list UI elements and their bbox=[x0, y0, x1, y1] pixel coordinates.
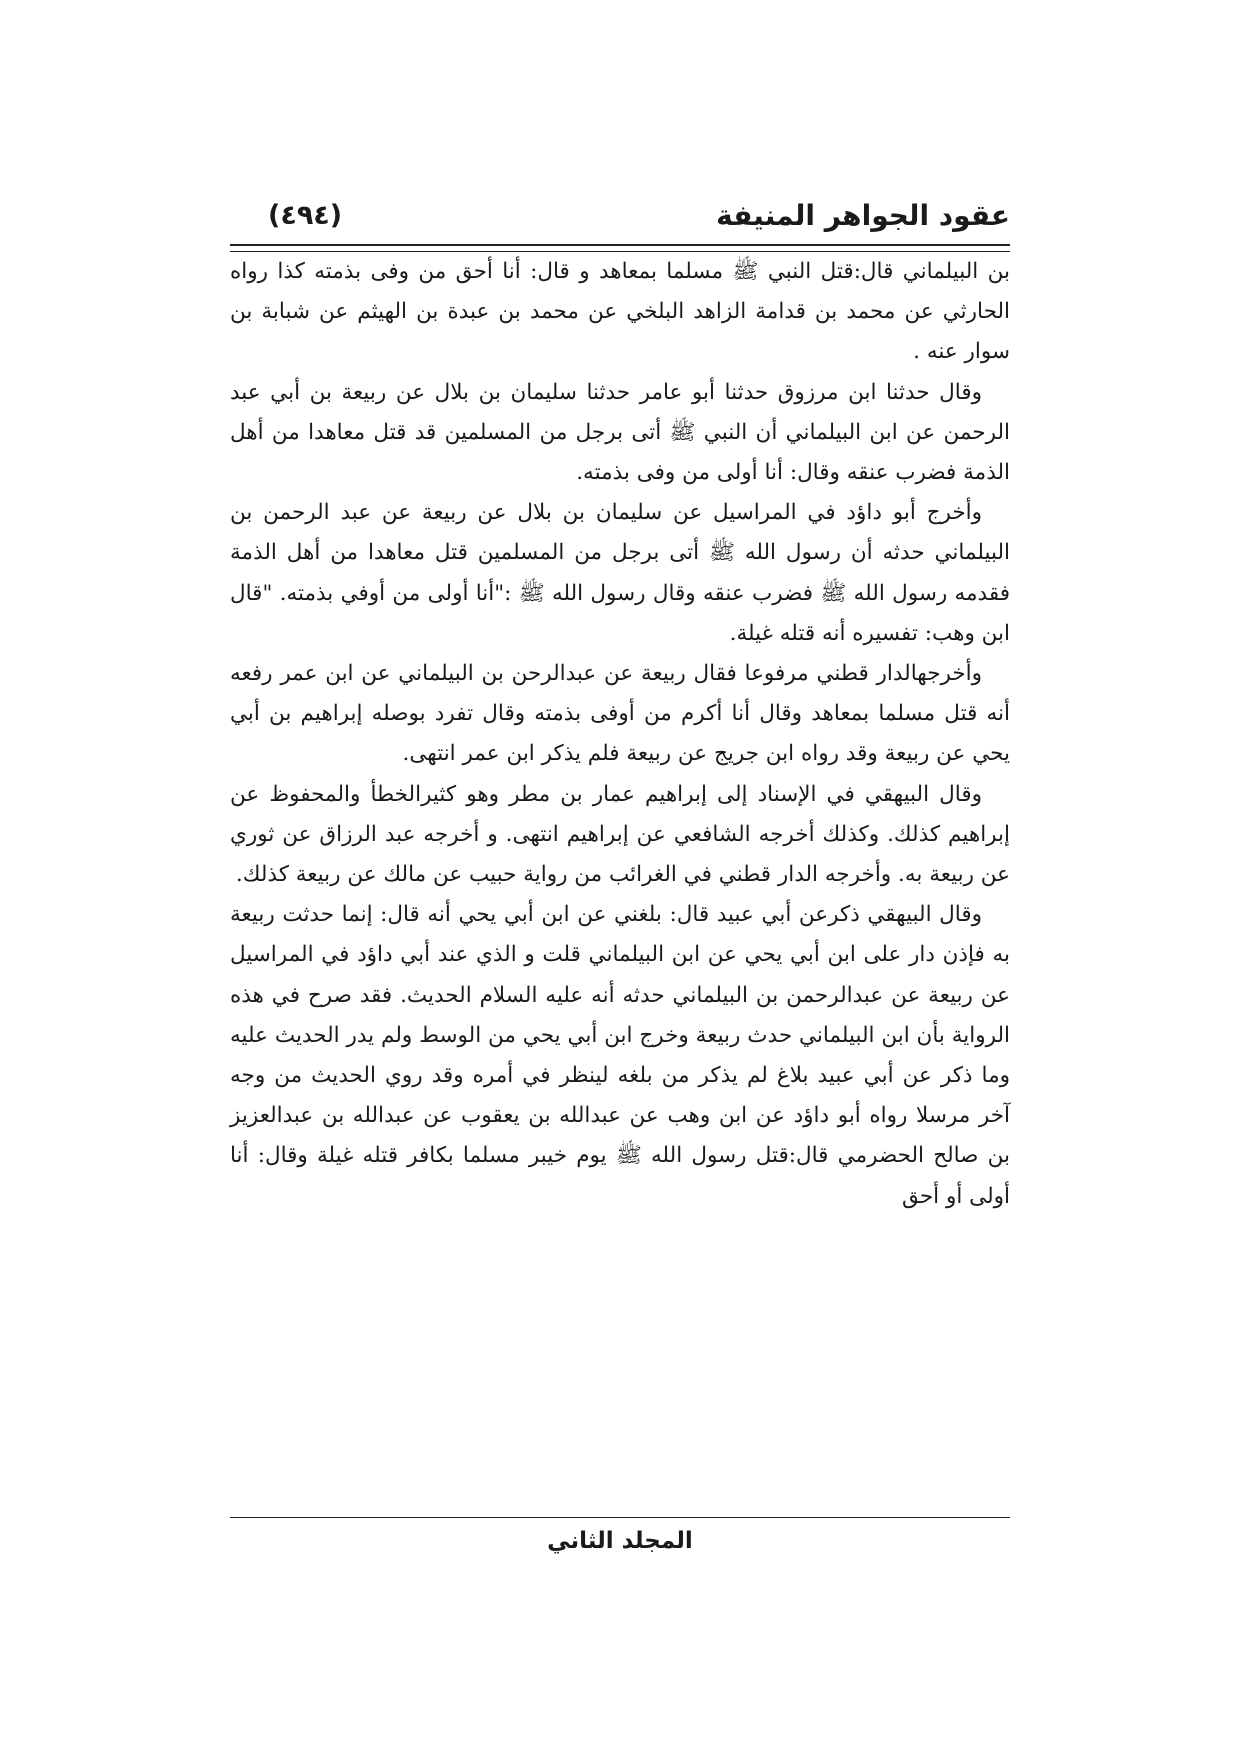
header-divider bbox=[230, 244, 1010, 252]
page-header bbox=[230, 190, 1010, 240]
book-title: عقود الجواهر المنيفة bbox=[716, 198, 1010, 232]
paragraph-2: وقال حدثنا ابن مرزوق حدثنا أبو عامر حدثنا سليمان بن بلال عن ربيعة بن أبي عبد الرحمن عن ابن البيلماني أن النبي ﷺ أتى برجل من المسلمين قد قتل معاهدا من أهل الذمة فضرب عنقه وقال: أنا أولى من وفى بذمته. bbox=[230, 379, 1010, 486]
page-number: (٤٩٤) bbox=[268, 199, 343, 231]
paragraph-4: وأخرجهالدار قطني مرفوعا فقال ربيعة عن عبدالرحن بن البيلماني عن ابن عمر رفعه أنه قتل مسلما بمعاهد وقال أنا أكرم من أوفى بذمته وقال تفرد بوصله إبراهيم بن أبي يحي عن ربيعة وقد رواه ابن جريج عن ربيعة فلم يذكر ابن عمر انتهى. bbox=[230, 661, 1010, 767]
volume-label: المجلد الثاني bbox=[547, 1528, 693, 1554]
footer-divider bbox=[230, 1517, 1010, 1518]
paragraph-1: بن البيلماني قال:قتل النبي ﷺ مسلما بمعاهد و قال: أنا أحق من وفى بذمته كذا رواه الحارثي عن محمد بن قدامة الزاهد البلخي عن محمد بن عبدة بن الهيثم عن شبابة بن سوار عنه . bbox=[230, 259, 1010, 365]
paragraph-5: وقال البيهقي في الإسناد إلى إبراهيم عمار بن مطر وهو كثيرالخطأ والمحفوظ عن إبراهيم كذلك. وكذلك أخرجه الشافعي عن إبراهيم انتهى. و أخرجه عبد الرزاق عن ثوري عن ربيعة به. وأخرجه الدار قطني في الغرائب من رواية حبيب عن مالك عن ربيعة كذلك. bbox=[230, 781, 1010, 888]
body-text bbox=[230, 252, 1010, 1217]
paragraph-3: وأخرج أبو داؤد في المراسيل عن سليمان بن بلال عن ربيعة عن عبد الرحمن بن البيلماني حدثه أن رسول الله ﷺ أتى برجل من المسلمين قتل معاهدا من أهل الذمة فقدمه رسول الله ﷺ فضرب عنقه وقال رسول الله ﷺ :"أنا أولى من أوفي بذمته. "قال ابن وهب: تفسيره أنه قتله غيلة. bbox=[230, 500, 1010, 646]
paragraph-6: وقال البيهقي ذكرعن أبي عبيد قال: بلغني عن ابن أبي يحي أنه قال: إنما حدثت ربيعة به فإذن دار على ابن أبي يحي عن ابن البيلماني قلت و الذي عند أبي داؤد في المراسيل عن ربيعة عن عبدالرحمن بن البيلماني حدثه أنه عليه السلام الحديث. فقد صرح في هذه الرواية بأن ابن البيلماني حدث ربيعة وخرج ابن أبي يحي من الوسط ولم يدر الحديث عليه وما ذكر عن أبي عبيد بلاغ لم يذكر من بلغه لينظر في أمره وقد روي الحديث من وجه آخر مرسلا رواه أبو داؤد عن ابن وهب عن عبدالله بن يعقوب عن عبدالله بن عبدالعزيز بن صالح الحضرمي قال:قتل رسول الله ﷺ يوم خيبر مسلما بكافر قتله غيلة وقال: أنا أولى أو أحق bbox=[230, 902, 1010, 1209]
